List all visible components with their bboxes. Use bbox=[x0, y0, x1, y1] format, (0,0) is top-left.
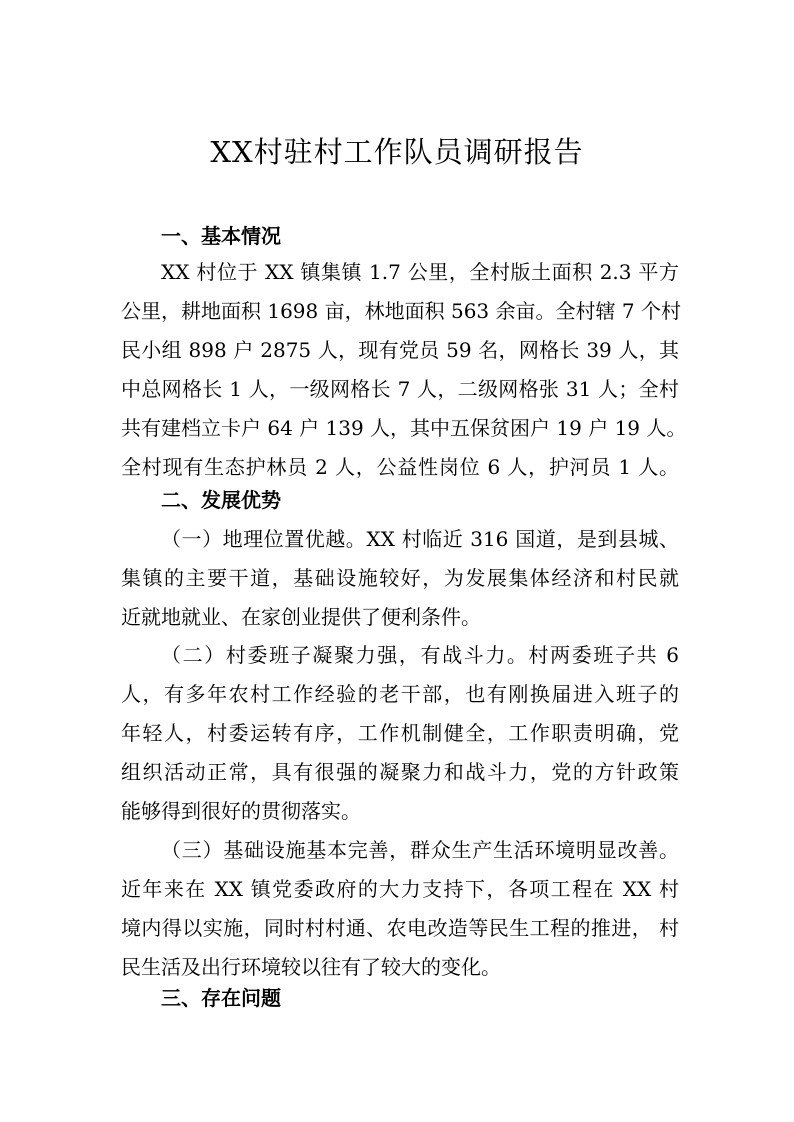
paragraph-line: 公里，耕地面积 1698 亩，林地面积 563 余亩。全村辖 7 个村 bbox=[121, 299, 681, 323]
paragraph-line: 全村现有生态护林员 2 人，公益性岗位 6 人，护河员 1 人。 bbox=[121, 455, 679, 479]
section-heading-basic-info: 一、基本情况 bbox=[161, 224, 281, 248]
paragraph-line: （二）村委班子凝聚力强，有战斗力。村两委班子共 6 bbox=[161, 643, 679, 667]
paragraph-line: 民生活及出行环境较以往有了较大的变化。 bbox=[121, 955, 501, 979]
paragraph-line: 中总网格长 1 人，一级网格长 7 人，二级网格张 31 人；全村 bbox=[121, 377, 679, 401]
paragraph-line: （三）基础设施基本完善，群众生产生活环境明显改善。 bbox=[161, 838, 679, 862]
document-title: XX村驻村工作队员调研报告 bbox=[210, 135, 584, 169]
paragraph-line: 能够得到很好的贯彻落实。 bbox=[121, 799, 361, 823]
paragraph-line: XX 村位于 XX 镇集镇 1.7 公里，全村版土面积 2.3 平方 bbox=[161, 260, 679, 284]
section-heading-problems: 三、存在问题 bbox=[161, 986, 281, 1010]
paragraph-line: 共有建档立卡户 64 户 139 人，其中五保贫困户 19 户 19 人。 bbox=[121, 416, 687, 440]
paragraph-line: 人，有多年农村工作经验的老干部，也有刚换届进入班子的 bbox=[121, 682, 679, 706]
paragraph-line: 组织活动正常，具有很强的凝聚力和战斗力，党的方针政策 bbox=[121, 760, 679, 784]
paragraph-line: 近年来在 XX 镇党委政府的大力支持下，各项工程在 XX 村 bbox=[121, 877, 679, 901]
section-heading-advantages: 二、发展优势 bbox=[161, 488, 281, 512]
paragraph-line: 近就地就业、在家创业提供了便利条件。 bbox=[121, 605, 481, 629]
paragraph-line: 年轻人，村委运转有序，工作机制健全，工作职责明确，党 bbox=[121, 721, 679, 745]
paragraph-line: 境内得以实施，同时村村通、农电改造等民生工程的推进， 村 bbox=[121, 916, 679, 940]
paragraph-line: 民小组 898 户 2875 人，现有党员 59 名，网格长 39 人，其 bbox=[121, 338, 679, 362]
paragraph-line: 集镇的主要干道，基础设施较好，为发展集体经济和村民就 bbox=[121, 566, 679, 590]
paragraph-line: （一）地理位置优越。XX 村临近 316 国道，是到县城、 bbox=[161, 527, 679, 551]
